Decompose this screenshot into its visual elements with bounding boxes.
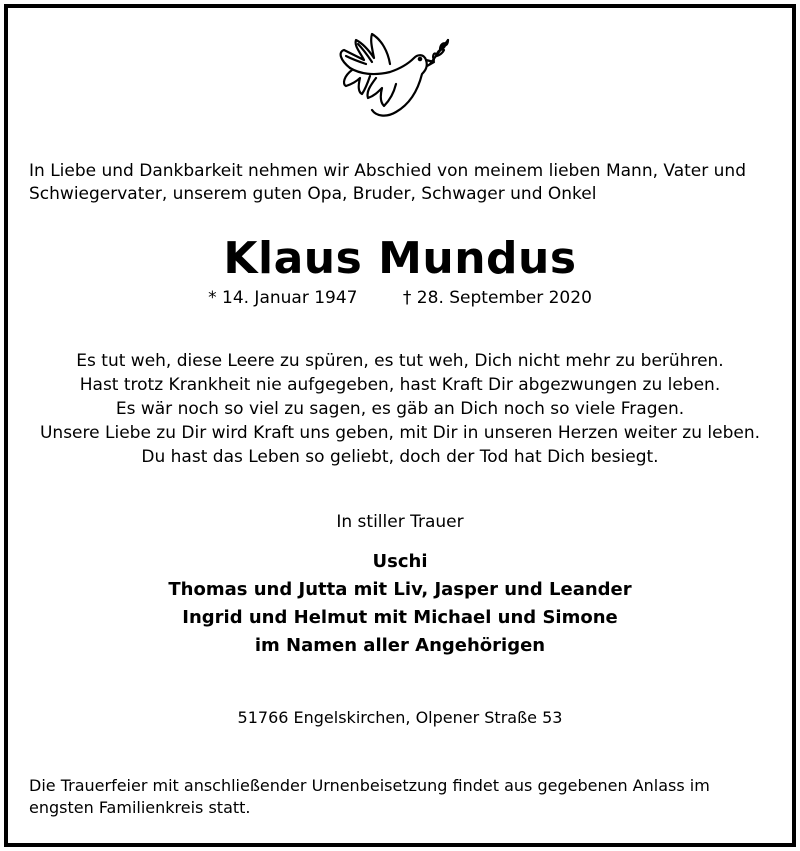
mourning-label: In stiller Trauer (336, 512, 464, 532)
address: 51766 Engelskirchen, Olpener Straße 53 (237, 708, 563, 727)
poem-line: Es wär noch so viel zu sagen, es gäb an Dich noch so viele Fragen. (115, 399, 685, 419)
intro-line-1: In Liebe und Dankbarkeit nehmen wir Abschied von meinem lieben Mann, Vater und (29, 161, 746, 181)
death-date: † 28. September 2020 (402, 288, 592, 308)
dove-icon (330, 30, 452, 126)
mourners-list (0, 548, 800, 660)
intro-text (29, 160, 775, 206)
poem-line: Du hast das Leben so geliebt, doch der Tod hat Dich besiegt. (141, 447, 659, 467)
poem-line: Hast trotz Krankheit nie aufgegeben, hast Kraft Dir abgezwungen zu leben. (79, 375, 721, 395)
mourner-line: Ingrid und Helmut mit Michael und Simone (182, 607, 618, 628)
deceased-name: Klaus Mundus (223, 233, 577, 284)
birth-date: * 14. Januar 1947 (208, 288, 358, 308)
mourner-line: im Namen aller Angehörigen (254, 635, 546, 656)
mourner-line: Uschi (372, 551, 428, 572)
poem (0, 349, 800, 469)
intro-line-2: Schwiegervater, unserem guten Opa, Bruder, Schwager und Onkel (29, 184, 597, 204)
poem-line: Unsere Liebe zu Dir wird Kraft uns geben, mit Dir in unseren Herzen weiter zu leben. (39, 423, 761, 443)
life-dates (0, 288, 800, 308)
poem-line: Es tut weh, diese Leere zu spüren, es tut weh, Dich nicht mehr zu berühren. (76, 351, 724, 371)
mourner-line: Thomas und Jutta mit Liv, Jasper und Leander (168, 579, 632, 600)
funeral-notice: Die Trauerfeier mit anschließender Urnenbeisetzung findet aus gegebenen Anlass im engsten Familienkreis statt. (29, 776, 710, 817)
